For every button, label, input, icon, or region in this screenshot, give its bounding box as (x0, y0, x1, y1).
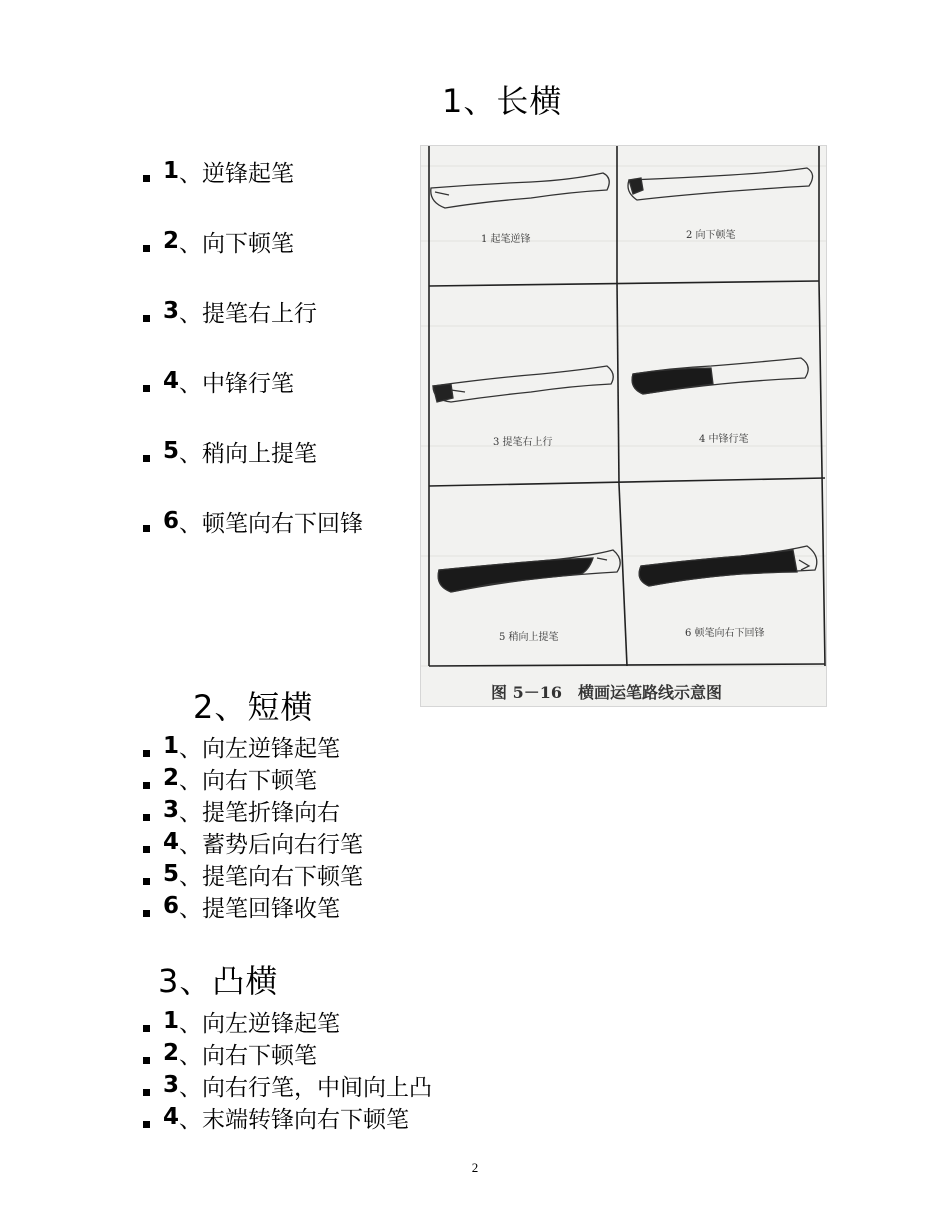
list-item: 4 、中锋行笔 (163, 365, 363, 397)
list-item: 2 、向下顿笔 (163, 225, 363, 257)
bullet-icon (143, 1089, 150, 1096)
list-item: 3 、向右行笔，中间向上凸 (163, 1069, 432, 1101)
bullet-icon (143, 1057, 150, 1064)
panel-3-stroke (433, 366, 613, 402)
bullet-icon (143, 1025, 150, 1032)
bullet-icon (143, 175, 150, 182)
list-item: 6 、顿笔向右下回锋 (163, 505, 363, 537)
bullet-icon (143, 245, 150, 252)
panel-label-6: 6 顿笔向右下回锋 (685, 628, 765, 639)
bullet-icon (143, 1121, 150, 1128)
list-item: 5 、提笔向右下顿笔 (163, 858, 363, 890)
list-item: 4 、末端转锋向右下顿笔 (163, 1101, 432, 1133)
page-number: 2 (471, 1160, 479, 1175)
bullet-icon (143, 846, 150, 853)
panel-label-3: 3 提笔右上行 (493, 437, 553, 448)
section-3-title: 3、凸横 (158, 962, 279, 1000)
bullet-icon (143, 782, 150, 789)
list-item: 4 、蓄势后向右行笔 (163, 826, 363, 858)
list-item: 1 、向左逆锋起笔 (163, 1005, 432, 1037)
stroke-diagram-svg (421, 146, 826, 706)
section-2-list (163, 730, 363, 922)
panel-4-stroke (632, 358, 808, 394)
list-item: 3 、提笔折锋向右 (163, 794, 363, 826)
list-item: 2 、向右下顿笔 (163, 762, 363, 794)
panel-label-5: 5 稍向上提笔 (499, 632, 559, 643)
list-item: 6 、提笔回锋收笔 (163, 890, 363, 922)
bullet-icon (143, 525, 150, 532)
section-1-list (163, 155, 363, 537)
panel-6-stroke (639, 546, 817, 586)
bullet-icon (143, 455, 150, 462)
figure-caption: 图 5－16 横画运笔路线示意图 (491, 683, 722, 702)
panel-2-stroke (628, 168, 813, 200)
list-item: 2 、向右下顿笔 (163, 1037, 432, 1069)
bullet-icon (143, 878, 150, 885)
bullet-icon (143, 315, 150, 322)
section-3-list (163, 1005, 432, 1133)
list-item: 1 、向左逆锋起笔 (163, 730, 363, 762)
bullet-icon (143, 385, 150, 392)
section-1-title: 1、长横 (442, 82, 563, 120)
section-2-title: 2、短横 (193, 688, 314, 726)
panel-label-2: 2 向下顿笔 (686, 230, 736, 241)
panel-1-stroke (431, 173, 609, 208)
panel-label-4: 4 中锋行笔 (699, 434, 749, 445)
stroke-diagram-figure (420, 145, 827, 707)
list-item: 1 、逆锋起笔 (163, 155, 363, 187)
panel-label-1: 1 起笔逆锋 (481, 234, 531, 245)
bullet-icon (143, 814, 150, 821)
list-item: 5 、稍向上提笔 (163, 435, 363, 467)
bullet-icon (143, 910, 150, 917)
bullet-icon (143, 750, 150, 757)
list-item: 3 、提笔右上行 (163, 295, 363, 327)
